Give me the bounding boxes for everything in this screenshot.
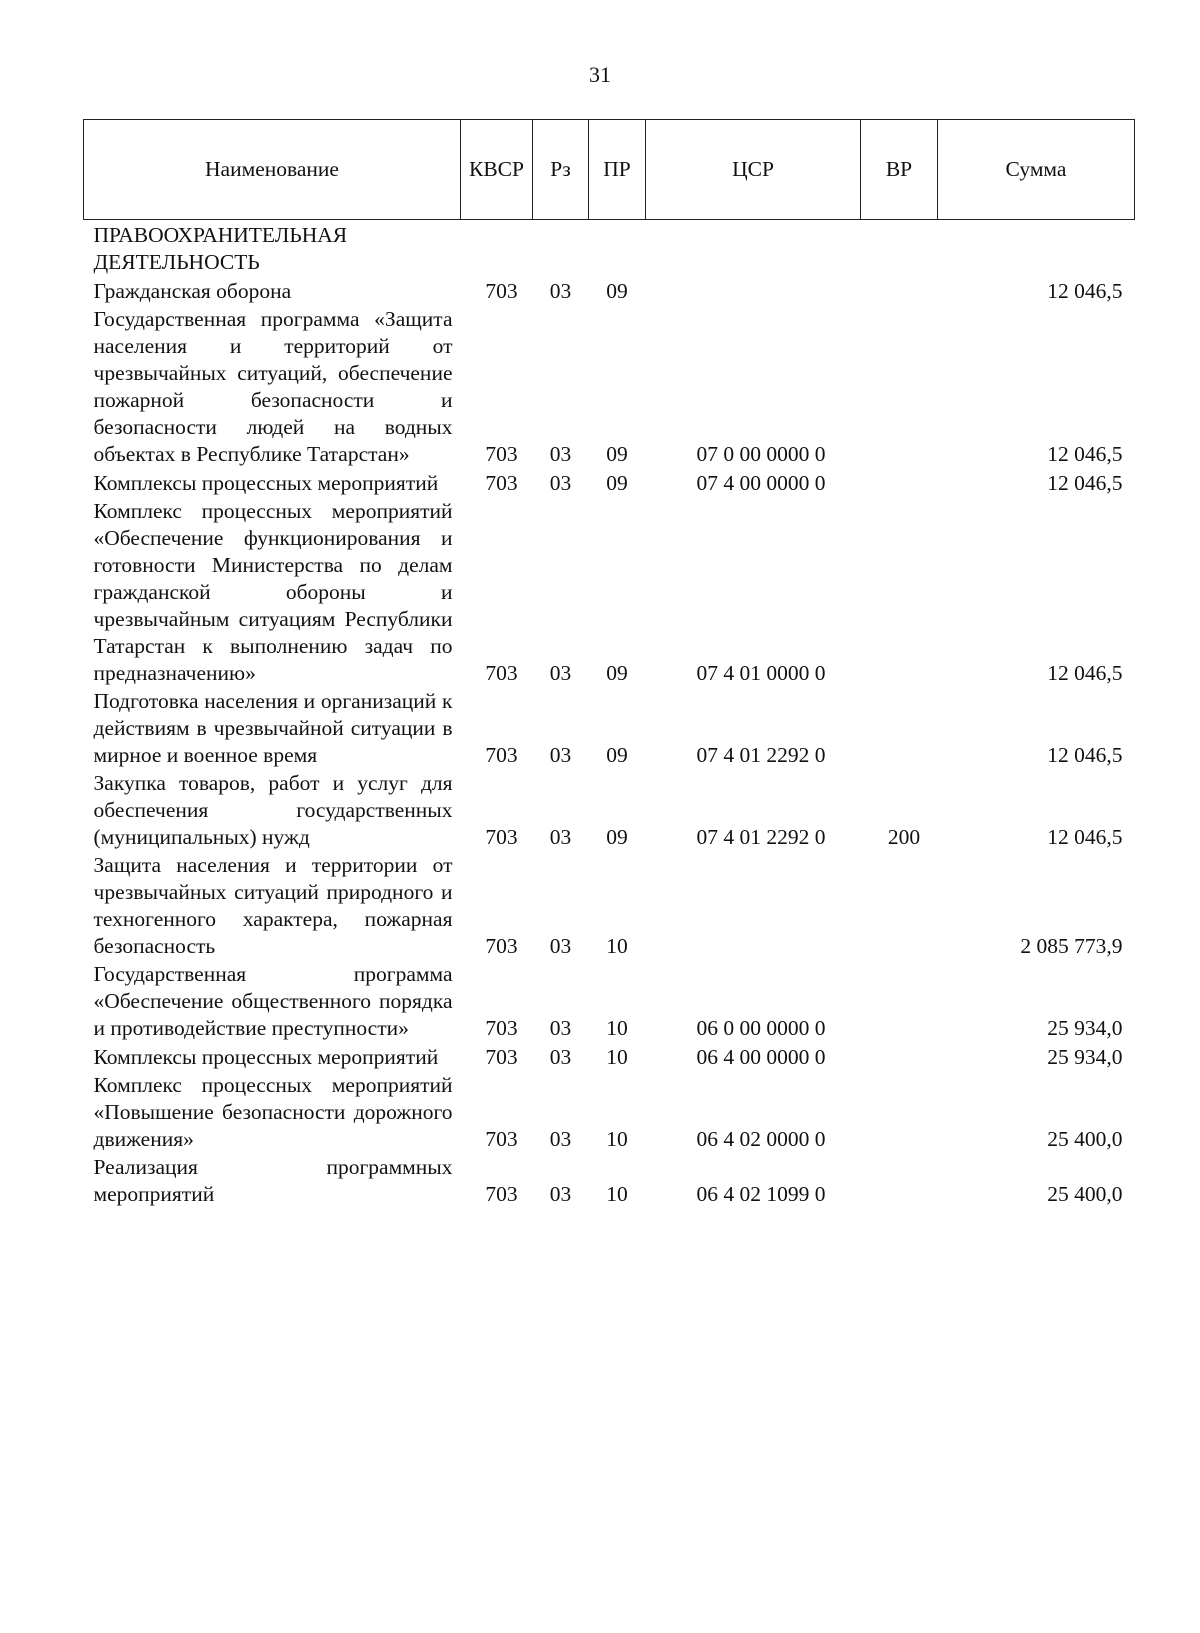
row-sum (938, 220, 1135, 278)
row-kvsr: 703 (485, 1127, 518, 1151)
row-vr (861, 498, 938, 688)
row-sum: 25 934,0 (1047, 1045, 1123, 1069)
header-vr: ВР (861, 120, 938, 220)
row-vr (861, 220, 938, 278)
table-row (84, 1154, 1135, 1209)
table-body (84, 220, 1135, 1210)
table-row (84, 469, 1135, 498)
row-kvsr: 703 (485, 934, 518, 958)
row-name: Подготовка населения и организаций к действиям в чрезвычайной ситуации в мирное и военное время (93, 689, 453, 767)
row-rz: 03 (549, 279, 572, 303)
row-pr: 09 (606, 825, 628, 849)
row-vr (861, 1072, 938, 1154)
row-kvsr: 703 (485, 442, 518, 466)
header-sum: Сумма (938, 120, 1135, 220)
row-kvsr: 703 (485, 743, 518, 767)
header-pr: ПР (589, 120, 646, 220)
row-pr: 10 (606, 1016, 628, 1040)
row-rz: 03 (549, 1045, 572, 1069)
row-rz: 03 (549, 934, 572, 958)
row-name: Комплексы процессных мероприятий (93, 471, 439, 495)
table-row (84, 1072, 1135, 1154)
row-vr (861, 1043, 938, 1072)
row-name: Реализация программных мероприятий (93, 1155, 453, 1206)
row-rz: 03 (549, 1182, 572, 1206)
row-vr (861, 961, 938, 1043)
row-kvsr (461, 220, 533, 278)
row-pr: 09 (606, 661, 628, 685)
row-csr (646, 277, 861, 306)
row-csr: 07 4 01 2292 0 (696, 825, 826, 849)
row-pr: 09 (606, 743, 628, 767)
row-pr: 10 (606, 934, 628, 958)
row-csr (646, 220, 861, 278)
row-vr (861, 1154, 938, 1209)
row-pr: 10 (606, 1182, 628, 1206)
row-pr: 09 (606, 442, 628, 466)
row-name: Комплекс процессных мероприятий «Обеспечение функционирования и готовности Министерства по делам гражданской обороны и чрезвычайным ситуациям Республики Татарстан к выполнению задач по предназначению» (93, 499, 453, 685)
row-vr: 200 (887, 825, 921, 849)
row-rz: 03 (549, 1016, 572, 1040)
row-vr (861, 688, 938, 770)
row-sum: 25 934,0 (1047, 1016, 1123, 1040)
row-sum: 2 085 773,9 (1020, 934, 1123, 958)
row-sum: 12 046,5 (1047, 825, 1123, 849)
row-name: Комплекс процессных мероприятий «Повышение безопасности дорожного движения» (93, 1073, 453, 1151)
table-row (84, 306, 1135, 469)
row-rz: 03 (549, 471, 572, 495)
row-kvsr: 703 (485, 1016, 518, 1040)
row-rz (533, 220, 589, 278)
row-csr: 06 4 02 1099 0 (696, 1182, 826, 1206)
row-sum: 12 046,5 (1047, 661, 1123, 685)
row-csr: 06 0 00 0000 0 (696, 1016, 826, 1040)
row-vr (861, 469, 938, 498)
table-row (84, 1043, 1135, 1072)
budget-table (83, 119, 1135, 1209)
row-rz: 03 (549, 743, 572, 767)
table-row (84, 961, 1135, 1043)
table-row (84, 498, 1135, 688)
row-pr: 09 (606, 471, 628, 495)
row-name: ПРАВООХРАНИТЕЛЬНАЯ ДЕЯТЕЛЬНОСТЬ (93, 223, 348, 274)
row-rz: 03 (549, 442, 572, 466)
table-row (84, 220, 1135, 278)
row-pr: 10 (606, 1045, 628, 1069)
row-sum: 12 046,5 (1047, 442, 1123, 466)
row-kvsr: 703 (485, 279, 518, 303)
row-rz: 03 (549, 1127, 572, 1151)
row-csr: 06 4 00 0000 0 (696, 1045, 826, 1069)
row-kvsr: 703 (485, 471, 518, 495)
row-pr: 09 (606, 279, 628, 303)
row-rz: 03 (549, 661, 572, 685)
header-rz: Рз (533, 120, 589, 220)
table-row (84, 770, 1135, 852)
row-name: Защита населения и территории от чрезвычайных ситуаций природного и техногенного характера, пожарная безопасность (93, 853, 453, 958)
row-sum: 25 400,0 (1047, 1127, 1123, 1151)
page-number: 31 (589, 62, 611, 87)
row-sum: 12 046,5 (1047, 471, 1123, 495)
row-csr: 07 4 01 2292 0 (696, 743, 826, 767)
row-sum: 25 400,0 (1047, 1182, 1123, 1206)
row-kvsr: 703 (485, 661, 518, 685)
row-pr (589, 220, 646, 278)
row-name: Государственная программа «Обеспечение общественного порядка и противодействие преступности» (93, 962, 453, 1040)
row-vr (861, 306, 938, 469)
row-pr: 10 (606, 1127, 628, 1151)
row-csr: 07 0 00 0000 0 (696, 442, 826, 466)
row-vr (861, 852, 938, 961)
row-sum: 12 046,5 (1047, 279, 1123, 303)
row-vr (861, 277, 938, 306)
table-row (84, 688, 1135, 770)
row-kvsr: 703 (485, 825, 518, 849)
header-kvsr: КВСР (461, 120, 533, 220)
table-row (84, 852, 1135, 961)
row-csr (646, 852, 861, 961)
row-name: Комплексы процессных мероприятий (93, 1045, 439, 1069)
header-csr: ЦСР (646, 120, 861, 220)
row-csr: 07 4 00 0000 0 (696, 471, 826, 495)
row-csr: 07 4 01 0000 0 (696, 661, 826, 685)
header-name: Наименование (84, 120, 461, 220)
row-kvsr: 703 (485, 1182, 518, 1206)
row-kvsr: 703 (485, 1045, 518, 1069)
row-rz: 03 (549, 825, 572, 849)
row-name: Гражданская оборона (93, 279, 292, 303)
table-header (84, 120, 1135, 220)
row-sum: 12 046,5 (1047, 743, 1123, 767)
table-row (84, 277, 1135, 306)
row-name: Закупка товаров, работ и услуг для обеспечения государственных (муниципальных) нужд (93, 771, 453, 849)
row-name: Государственная программа «Защита населения и территорий от чрезвычайных ситуаций, обеспечение пожарной безопасности и безопасности людей на водных объектах в Республике Татарстан» (93, 307, 453, 466)
row-csr: 06 4 02 0000 0 (696, 1127, 826, 1151)
